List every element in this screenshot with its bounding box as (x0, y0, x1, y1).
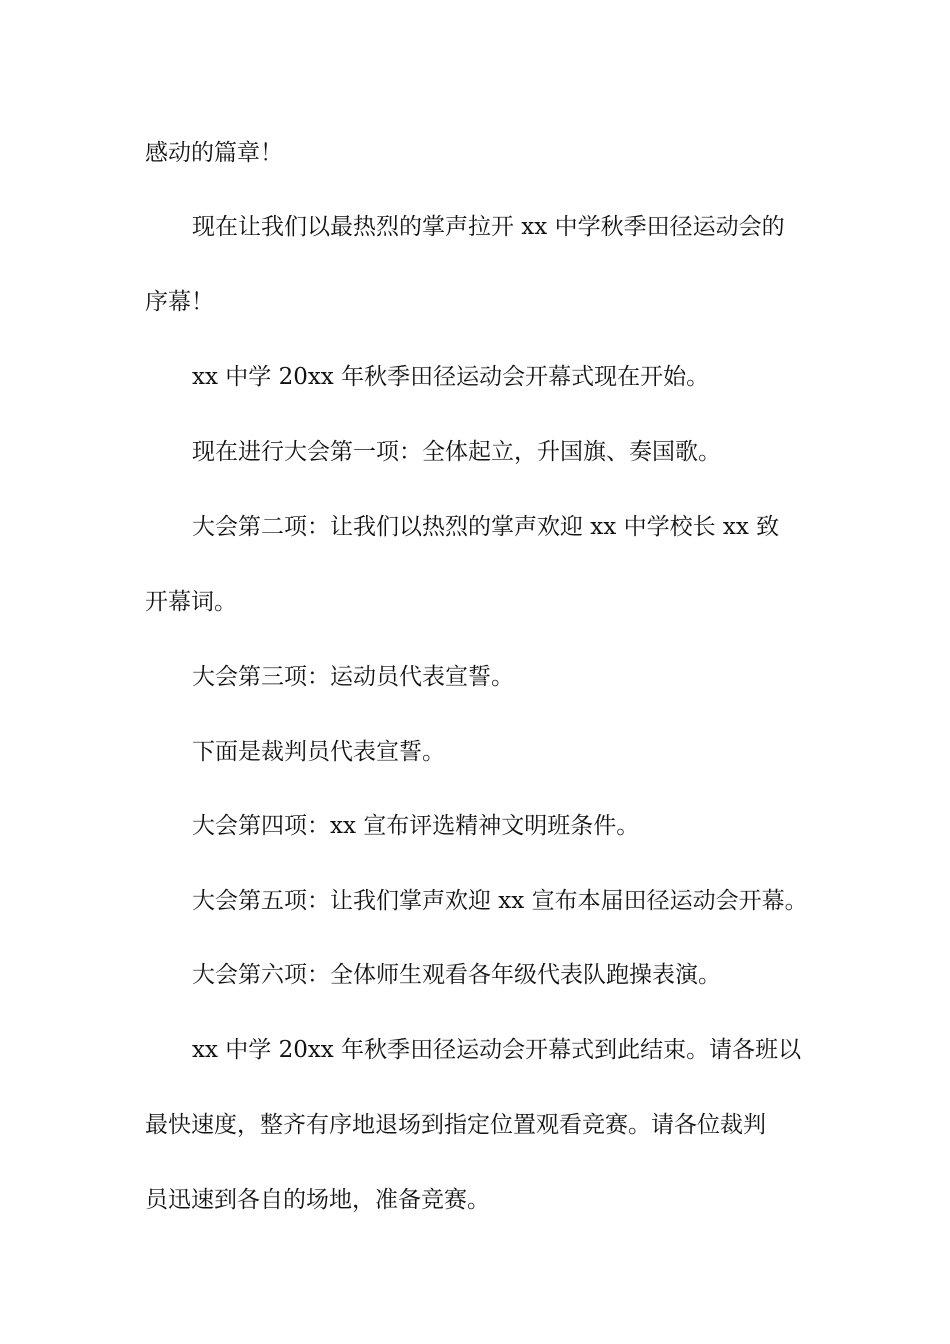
paragraph-line: 下面是裁判员代表宣誓。 (192, 739, 445, 765)
paragraph-line: 现在让我们以最热烈的掌声拉开 xx 中学秋季田径运动会的 (192, 214, 785, 240)
text-line: 序幕！ (145, 289, 214, 315)
text-line: 最快速度，整齐有序地退场到指定位置观看竞赛。请各位裁判 (145, 1112, 766, 1138)
text-line: 开幕词。 (145, 589, 237, 615)
paragraph-line: xx 中学 20xx 年秋季田径运动会开幕式现在开始。 (192, 364, 710, 390)
paragraph-line: 现在进行大会第一项：全体起立，升国旗、奏国歌。 (192, 439, 721, 465)
paragraph-line: 大会第二项：让我们以热烈的掌声欢迎 xx 中学校长 xx 致 (192, 514, 780, 540)
paragraph-line: 大会第五项：让我们掌声欢迎 xx 宣布本届田径运动会开幕。 (192, 888, 808, 914)
paragraph-line: xx 中学 20xx 年秋季田径运动会开幕式到此结束。请各班以 (192, 1037, 802, 1063)
paragraph-line: 大会第四项：xx 宣布评选精神文明班条件。 (192, 813, 640, 839)
paragraph-line: 大会第六项：全体师生观看各年级代表队跑操表演。 (192, 962, 721, 988)
text-line: 员迅速到各自的场地，准备竞赛。 (145, 1187, 490, 1213)
paragraph-line: 大会第三项：运动员代表宣誓。 (192, 664, 514, 690)
text-line: 感动的篇章！ (145, 140, 283, 166)
